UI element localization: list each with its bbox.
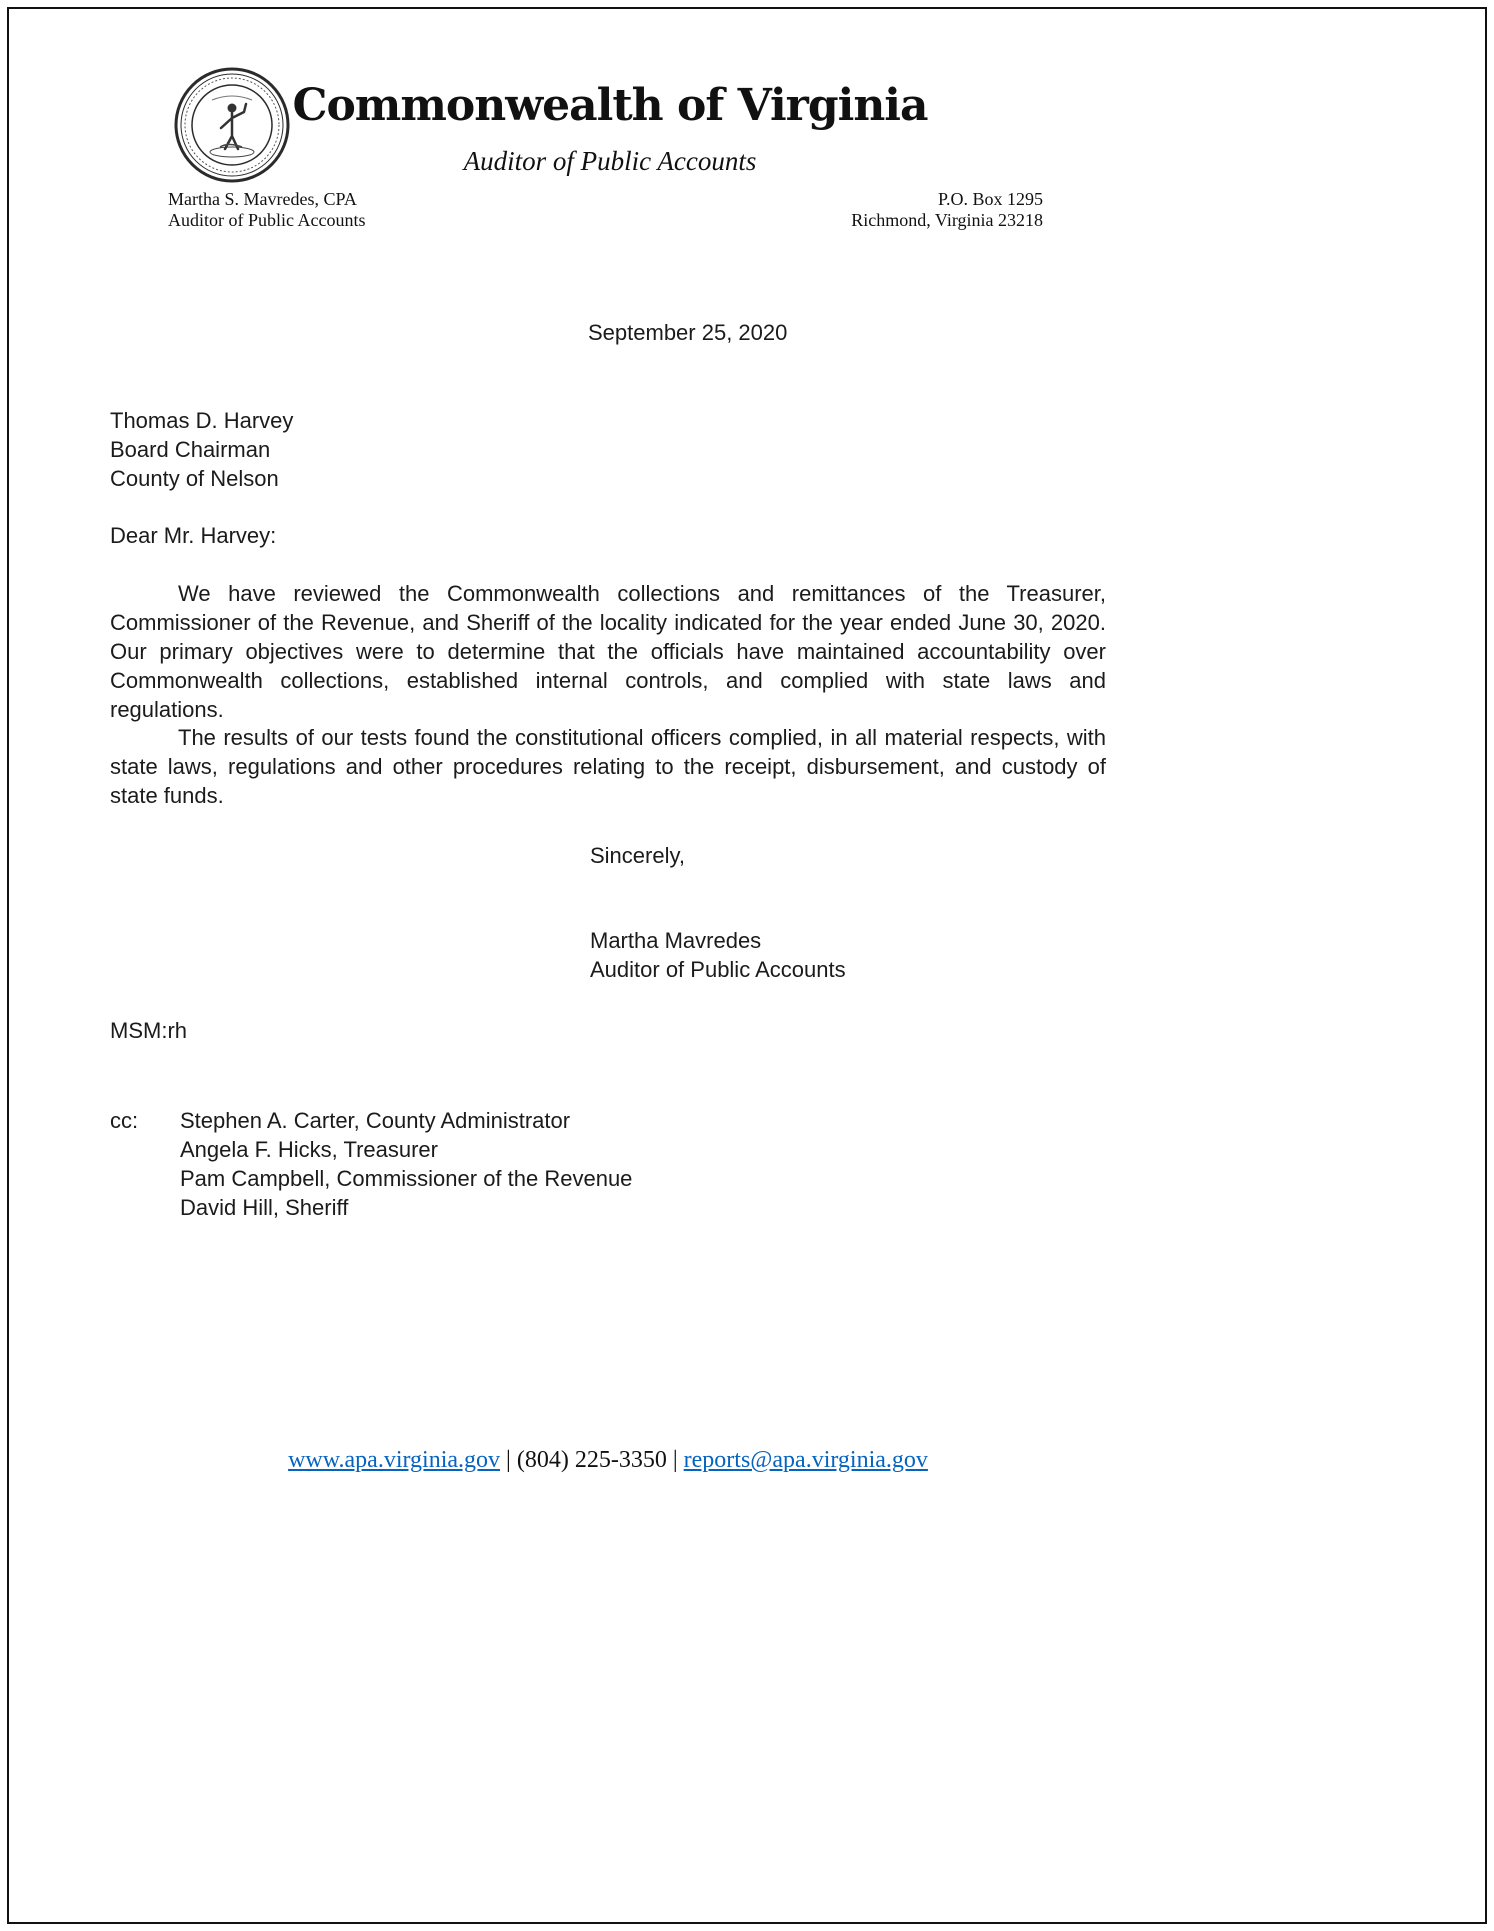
city-state-zip: Richmond, Virginia 23218	[851, 210, 1043, 230]
closing: Sincerely,	[590, 843, 685, 868]
cc-block	[110, 1106, 632, 1222]
reference-initials: MSM:rh	[110, 1018, 187, 1043]
footer-separator: |	[672, 1447, 678, 1473]
signature-name: Martha Mavredes	[590, 928, 762, 953]
cc-label: cc:	[110, 1108, 139, 1133]
auditor-contact-block	[168, 189, 365, 231]
cc-recipient: Pam Campbell, Commissioner of the Revenue	[180, 1166, 633, 1191]
office-address-block	[800, 189, 1043, 231]
signature-title: Auditor of Public Accounts	[590, 957, 846, 982]
recipient-locality: County of Nelson	[110, 466, 279, 491]
website-link[interactable]: www.apa.virginia.gov	[288, 1447, 501, 1473]
cc-recipient: Stephen A. Carter, County Administrator	[180, 1108, 571, 1133]
cc-recipient: David Hill, Sheriff	[180, 1195, 349, 1220]
footer-contact-line	[110, 1447, 1106, 1474]
cc-recipient: Angela F. Hicks, Treasurer	[180, 1137, 438, 1162]
recipient-title: Board Chairman	[110, 437, 271, 462]
recipient-address-block	[110, 406, 293, 493]
phone-number: (804) 225-3350	[516, 1447, 667, 1473]
po-box: P.O. Box 1295	[937, 189, 1043, 209]
letter-date: September 25, 2020	[588, 320, 788, 345]
footer-separator: |	[506, 1447, 511, 1473]
recipient-name: Thomas D. Harvey	[110, 408, 294, 433]
auditor-title: Auditor of Public Accounts	[168, 210, 366, 230]
salutation: Dear Mr. Harvey:	[110, 523, 277, 548]
org-subtitle: Auditor of Public Accounts	[463, 146, 757, 176]
auditor-name: Martha S. Mavredes, CPA	[168, 189, 357, 209]
body-paragraph-2: The results of our tests found the constitutional officers complied, in all material respects, with state laws, regulations and other procedures relating to the receipt, disbursement, and custody of state funds.	[110, 725, 1106, 808]
virginia-state-seal-icon	[172, 64, 292, 186]
org-title: Commonwealth of Virginia	[292, 80, 928, 131]
body-paragraph-1: We have reviewed the Commonwealth collections and remittances of the Treasurer, Commissioner of the Revenue, and Sheriff of the locality indicated for the year ended June 30, 2020. Our primary objectives were to determine that the officials have maintained accountability over Commonwealth collections, established internal controls, and complied with state laws and regulations.	[110, 581, 1106, 722]
signature-block	[590, 926, 846, 984]
cc-list	[180, 1106, 632, 1222]
email-link[interactable]: reports@apa.virginia.gov	[683, 1447, 928, 1473]
